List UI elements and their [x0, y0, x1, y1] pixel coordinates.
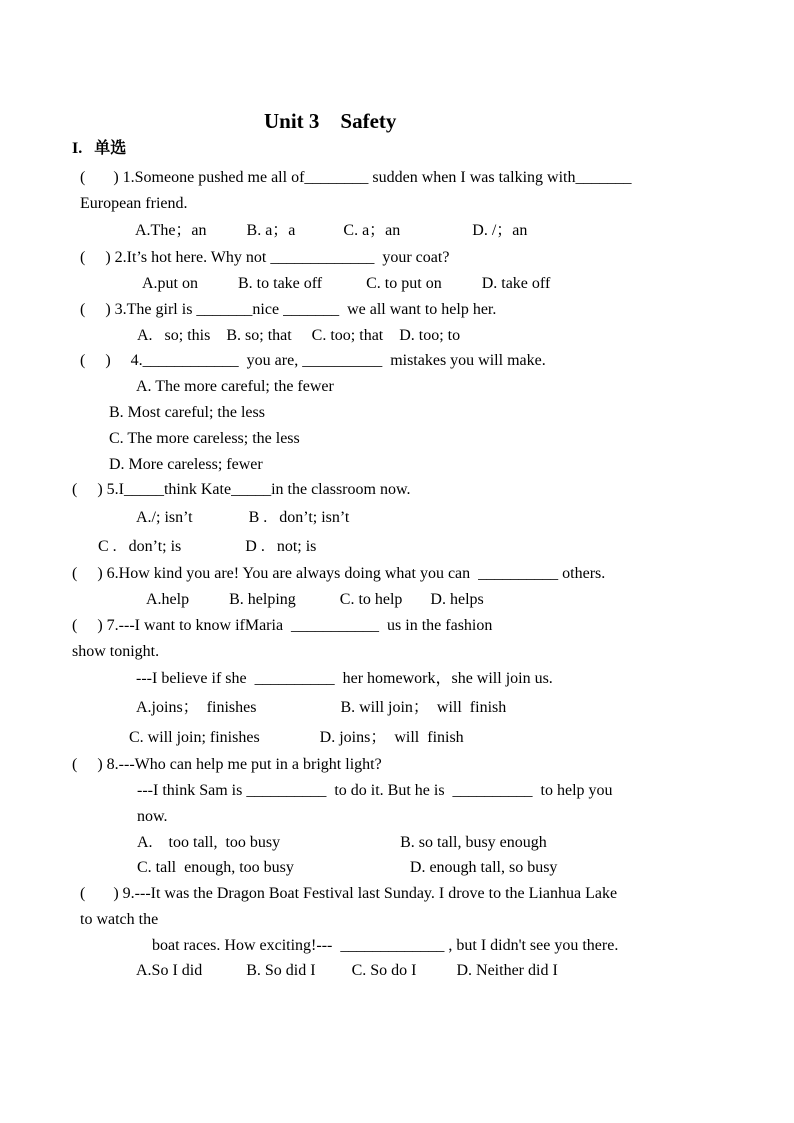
question-4-option-c: C. The more careless; the less	[109, 430, 300, 447]
question-3-stem: ( ) 3.The girl is _______nice _______ we all want to help her.	[80, 301, 497, 318]
question-7-stem-continued: show tonight.	[72, 643, 160, 660]
question-9-stem: ( ) 9.---It was the Dragon Boat Festival last Sunday. I drove to the Lianhua Lake	[80, 885, 618, 902]
question-5-options-ab: A./; isn’t B . don’t; isn’t	[136, 509, 350, 526]
question-5-options-cd: C . don’t; is D . not; is	[98, 538, 317, 555]
question-9-options: A.So I did B. So did I C. So do I D. Neither did I	[136, 962, 558, 979]
question-8-reply: ---I think Sam is __________ to do it. But he is __________ to help you	[137, 782, 613, 799]
question-4-stem: ( ) 4.____________ you are, __________ mistakes you will make.	[80, 352, 546, 369]
question-7-options-cd: C. will join; finishes D. joins； will finish	[129, 729, 464, 746]
question-8-reply-continued: now.	[137, 808, 168, 825]
question-7-stem: ( ) 7.---I want to know ifMaria ___________ us in the fashion	[72, 617, 493, 634]
question-8-options-cd: C. tall enough, too busy D. enough tall, so busy	[137, 859, 558, 876]
question-7-reply: ---I believe if she __________ her homework，she will join us.	[136, 670, 553, 687]
section-heading: I. 单选	[72, 140, 127, 157]
question-2-stem: ( ) 2.It’s hot here. Why not _____________ your coat?	[80, 249, 450, 266]
question-6-stem: ( ) 6.How kind you are! You are always doing what you can __________ others.	[72, 565, 606, 582]
question-4-option-a: A. The more careful; the fewer	[136, 378, 334, 395]
question-8-stem: ( ) 8.---Who can help me put in a bright light?	[72, 756, 382, 773]
question-9-reply: boat races. How exciting!--- _____________ , but I didn't see you there.	[152, 937, 619, 954]
question-1-stem: ( ) 1.Someone pushed me all of________ sudden when I was talking with_______	[80, 169, 632, 186]
question-3-options: A. so; this B. so; that C. too; that D. too; to	[137, 327, 461, 344]
question-5-stem: ( ) 5.I_____think Kate_____in the classroom now.	[72, 481, 411, 498]
question-8-options-ab: A. too tall, too busy B. so tall, busy enough	[137, 834, 547, 851]
question-9-stem-continued: to watch the	[80, 911, 159, 928]
question-7-options-ab: A.joins； finishes B. will join； will finish	[136, 699, 507, 716]
question-1-options: A.The；an B. a；a C. a；an D. /；an	[135, 222, 528, 239]
page-title: Unit 3 Safety	[264, 109, 397, 133]
question-2-options: A.put on B. to take off C. to put on D. take off	[142, 275, 551, 292]
question-1-stem-continued: European friend.	[80, 195, 188, 212]
question-4-option-b: B. Most careful; the less	[109, 404, 265, 421]
question-4-option-d: D. More careless; fewer	[109, 456, 263, 473]
question-6-options: A.help B. helping C. to help D. helps	[146, 591, 484, 608]
